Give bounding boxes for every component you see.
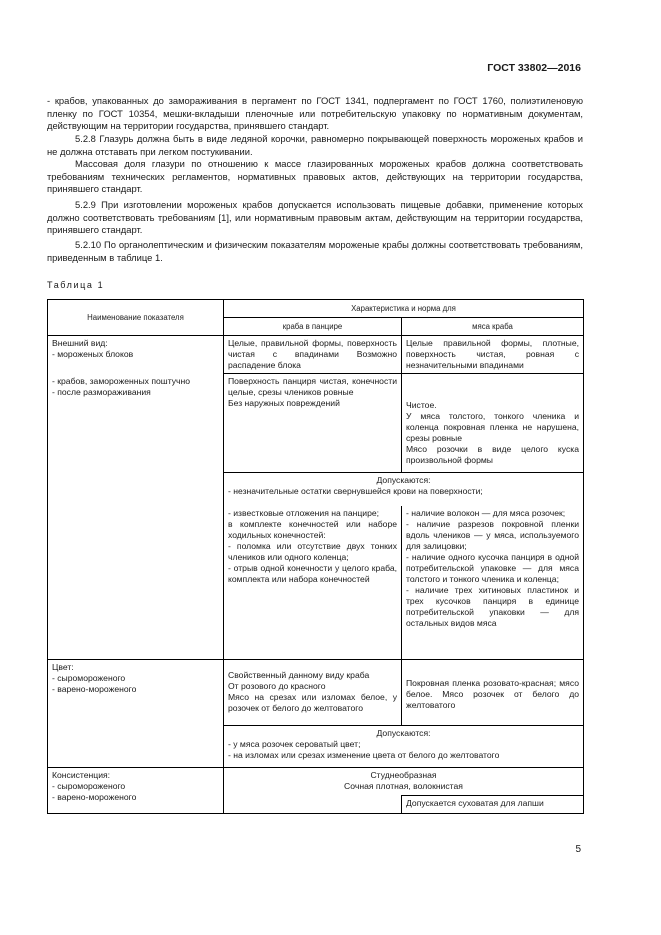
single-meat-1: Чистое. xyxy=(406,400,437,410)
allowed-shell-2: в комплекте конечностей или наборе ходильных конечностей: xyxy=(228,518,397,540)
paragraph-5-2-10: 5.2.10 По органолептическим и физическим показателям мороженые крабы должны соответствовать требованиям, приведенным в таблице 1. xyxy=(47,239,583,263)
header-indicator: Наименование показателя xyxy=(48,300,224,336)
color-meat-text: Покровная пленка розовато-красная; мясо белое. Мясо розочек от белого до желтоватого xyxy=(406,678,580,710)
consistency-raw-value: Студнеобразная xyxy=(370,770,437,780)
table-caption: Таблица 1 xyxy=(47,280,105,290)
appearance-allowed-common xyxy=(224,473,584,506)
single-meat-3: Мясо розочки в виде целого куска произвольной формы xyxy=(406,444,580,465)
header-meat: мяса краба xyxy=(402,318,584,336)
color-shell-1: Свойственный данному виду краба xyxy=(228,670,370,680)
consistency-meat-note: Допускается суховатая для лапши xyxy=(402,796,584,814)
allowed-meat-3: - наличие одного кусочка панциря в одной потребительской упаковке — для мяса толстого и тонкого членика и коленца; xyxy=(406,551,580,584)
page-number: 5 xyxy=(575,844,581,855)
color-allowed-1: - у мяса розочек сероватый цвет; xyxy=(228,739,361,749)
color-raw: - сыромороженого xyxy=(52,673,126,683)
table-header-row xyxy=(48,300,584,318)
color-title: Цвет: xyxy=(52,662,74,672)
appearance-allowed-shell xyxy=(224,506,402,660)
appearance-allowed-title: Допускаются: xyxy=(376,475,431,485)
single-shell xyxy=(224,374,402,473)
table-row xyxy=(48,336,584,374)
color-meat xyxy=(402,660,584,726)
consistency-boiled-value: Сочная плотная, волокнистая xyxy=(344,781,463,791)
appearance-title: Внешний вид: xyxy=(52,338,108,348)
blocks-shell: Целые, правильной формы, поверхность чистая с впадинами Возможно распадение блока xyxy=(224,336,402,374)
header-shell: краба в панцире xyxy=(224,318,402,336)
single-shell-2: Без наружных повреждений xyxy=(228,398,340,408)
header-group: Характеристика и норма для xyxy=(224,300,584,318)
appearance-single-2: - после размораживания xyxy=(52,387,151,397)
color-shell xyxy=(224,660,402,726)
single-meat-2: У мяса толстого, тонкого членика и коленца покровная пленка не нарушена, срезы ровные xyxy=(406,411,580,443)
color-indicator xyxy=(48,660,224,768)
allowed-meat-1: - наличие волокон — для мяса розочек; xyxy=(406,507,566,518)
paragraph-5-2-8: 5.2.8 Глазурь должна быть в виде ледяной корочки, равномерно покрывающей поверхность мороженых крабов и не должна отставать при легком постукивании. xyxy=(47,133,583,157)
color-boiled: - варено-мороженого xyxy=(52,684,137,694)
allowed-shell-3: - поломка или отсутствие двух тонких члеников или одного коленца; xyxy=(228,540,397,562)
paragraph-packaging: - крабов, упакованных до замораживания в пергамент по ГОСТ 1341, подпергамент по ГОСТ 1760, полиэтиленовую пленку по ГОСТ 10354, мешки-вкладыши пленочные или потребительскую упаковку по нормативным документам, действующим на территории государства, принявшего стандарт. xyxy=(47,95,583,132)
appearance-indicator xyxy=(48,336,224,660)
color-shell-3: Мясо на срезах или изломах белое, у розочек от белого до желтоватого xyxy=(228,692,397,713)
appearance-blocks: - мороженых блоков xyxy=(52,349,134,359)
appearance-allowed-blood: - незначительные остатки свернувшейся крови на поверхности; xyxy=(228,486,483,496)
table-1 xyxy=(47,299,584,814)
consistency-indicator xyxy=(48,768,224,814)
allowed-meat-2: - наличие разрезов покровной пленки вдоль члеников — у мяса, используемого для залицовки; xyxy=(406,518,580,551)
color-allowed-2: - на изломах или срезах изменение цвета от белого до желтоватого xyxy=(228,750,500,760)
consistency-title: Консистенция: xyxy=(52,770,111,780)
standard-header: ГОСТ 33802—2016 xyxy=(487,62,581,74)
color-shell-2: От розового до красного xyxy=(228,681,326,691)
allowed-shell-4: - отрыв одной конечности у целого краба, комплекта или набора конечностей xyxy=(228,562,397,584)
color-allowed-title: Допускаются: xyxy=(376,728,431,738)
table-row xyxy=(48,660,584,726)
table-row xyxy=(48,768,584,796)
blocks-meat: Целые правильной формы, плотные, поверхность чистая, ровная с незначительными впадинами xyxy=(402,336,584,374)
allowed-shell-1: - известковые отложения на панцире; xyxy=(228,507,380,518)
consistency-shell-empty xyxy=(224,796,402,814)
single-meat xyxy=(402,374,584,473)
consistency-values xyxy=(224,768,584,796)
consistency-raw: - сыромороженого xyxy=(52,781,126,791)
appearance-allowed-meat xyxy=(402,506,584,660)
color-allowed xyxy=(224,726,584,768)
appearance-single-1: - крабов, замороженных поштучно xyxy=(52,376,191,386)
paragraph-glaze-share: Массовая доля глазури по отношению к массе глазированных мороженых крабов должна соответствовать требованиям технических регламентов, нормативных правовых актов, действующих на территории государства, принявшего стандарт. xyxy=(47,158,583,195)
single-shell-1: Поверхность панциря чистая, конечности целые, срезы члеников ровные xyxy=(228,376,397,397)
paragraph-5-2-9: 5.2.9 При изготовлении мороженых крабов допускается использовать пищевые добавки, применение которых должно соответствовать требованиям [1], или нормативным правовым актам, действующим на территории государства, принявшего стандарт. xyxy=(47,199,583,236)
consistency-boiled: - варено-мороженого xyxy=(52,792,137,802)
allowed-meat-4: - наличие трех хитиновых пластинок и трех кусочков панциря в единице потребительской упаковки — для остальных видов мяса xyxy=(406,584,580,628)
